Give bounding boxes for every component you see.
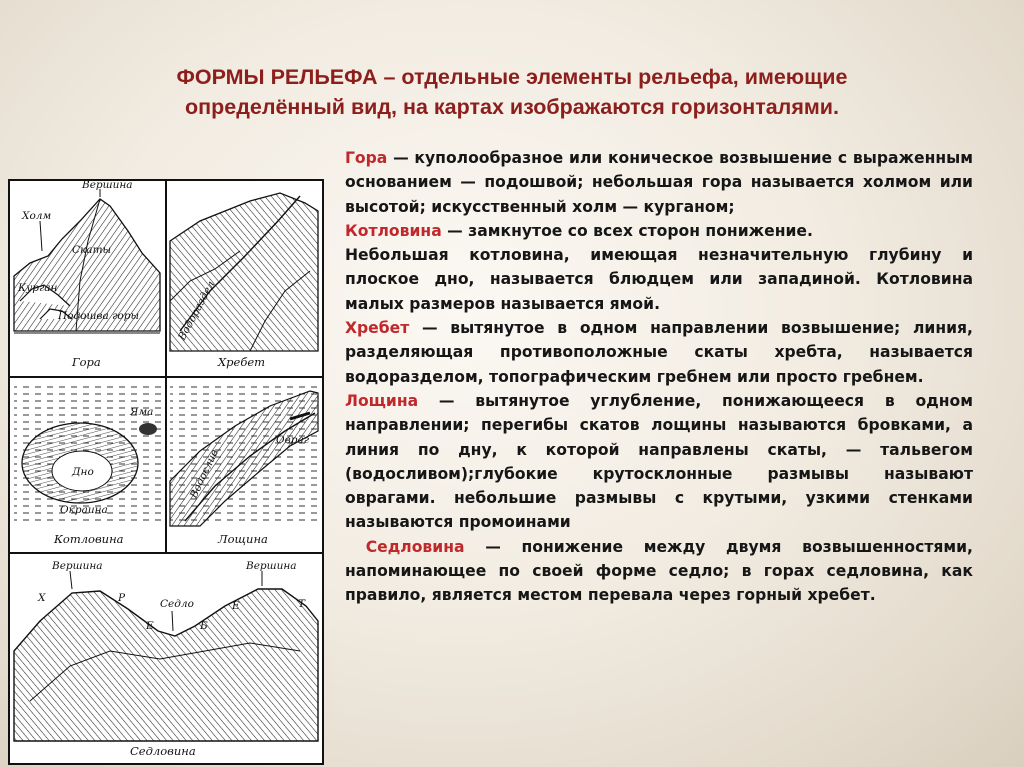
ridge-letter-1: Х xyxy=(38,592,46,604)
label-vodorazdel: Водораздел xyxy=(176,279,218,343)
label-vershina-right: Вершина xyxy=(246,560,297,572)
term-gora: Гора xyxy=(345,149,388,167)
label-holm: Холм xyxy=(22,210,52,222)
definitions-text xyxy=(345,146,973,608)
panel-gora xyxy=(14,181,160,369)
ridge-letter-4: Б xyxy=(200,620,208,632)
definition-kotlovina xyxy=(345,219,973,243)
panel-loshchina xyxy=(170,381,318,546)
caption-kotlovina: Котловина xyxy=(54,532,124,546)
definition-kotlovina-extra: Небольшая котловина, имеющая незначительную глубину и плоское дно, называется блюдцем или западиной. Котловина малых размеров называется ямой. xyxy=(345,246,973,313)
definition-hrebet xyxy=(345,316,973,389)
relief-forms-illustration xyxy=(8,179,324,765)
ridge-letter-6: Т xyxy=(298,598,306,610)
definition-gora-text: — куполообразное или коническое возвышение с выраженным основанием — подошвой; небольшая гора называется холмом или высотой; искусственный холм — курганом; xyxy=(345,149,973,216)
definition-sedlovina xyxy=(345,535,973,608)
label-yama: Яма xyxy=(130,406,154,418)
caption-sedlovina: Седловина xyxy=(130,744,196,758)
page-title xyxy=(30,62,994,122)
title-line-2: определённый вид, на картах изображаются горизонталями. xyxy=(185,95,839,119)
label-okraina: Окраина xyxy=(60,504,108,516)
label-skaty: Скаты xyxy=(72,244,112,256)
term-loshchina: Лощина xyxy=(345,391,419,410)
label-vershina-left: Вершина xyxy=(52,560,103,572)
label-dno: Дно xyxy=(72,466,94,478)
panel-sedlovina xyxy=(14,560,318,758)
term-hrebet: Хребет xyxy=(345,319,410,338)
caption-loshchina: Лощина xyxy=(218,532,268,546)
term-sedlovina: Седловина xyxy=(365,537,465,556)
definition-loshchina-text: — вытянутое углубление, понижающееся в одном направлении; перегибы скатов лощины называются бровками, а линия по дну, к которой направлены скаты, — тальвегом (водосливом);глубокие крутосклонные размывы называют оврагами. небольшие размывы с крутыми, узкими стенками называются промоинами xyxy=(345,391,973,532)
definition-gora xyxy=(345,146,973,219)
caption-gora: Гора xyxy=(72,355,101,369)
definition-sedlovina-text: — понижение между двумя возвышенностями, напоминающее по своей форме седло; в горах седловина, как правило, является местом перевала через горный хребет. xyxy=(345,537,973,605)
title-line-1: ФОРМЫ РЕЛЬЕФА – отдельные элементы рельефа, имеющие xyxy=(176,65,848,89)
label-podoshva: Подошва горы xyxy=(58,310,140,322)
label-vershina: Вершина xyxy=(82,181,133,191)
term-kotlovina: Котловина xyxy=(345,221,442,240)
ridge-letter-3: Е xyxy=(146,620,154,632)
ridge-letter-5: Е xyxy=(232,600,240,612)
ridge-letter-2: Р xyxy=(118,592,126,604)
label-kurgan: Курган xyxy=(18,282,58,294)
label-vodoslyv: Водослив xyxy=(187,447,221,501)
definition-kotlovina-text: — замкнутое со всех сторон понижение. xyxy=(441,221,813,240)
label-sedlo: Седло xyxy=(160,598,194,610)
label-ovrag: Овраг xyxy=(276,434,310,446)
definition-hrebet-text: — вытянутое в одном направлении возвышение; линия, разделяющая противоположные скаты хребта, называется водоразделом, топографическим гребнем или просто гребнем. xyxy=(345,319,973,386)
caption-hrebet: Хребет xyxy=(218,355,266,369)
panel-hrebet xyxy=(170,193,318,369)
definition-loshchina xyxy=(345,389,973,535)
panel-kotlovina xyxy=(14,381,162,546)
